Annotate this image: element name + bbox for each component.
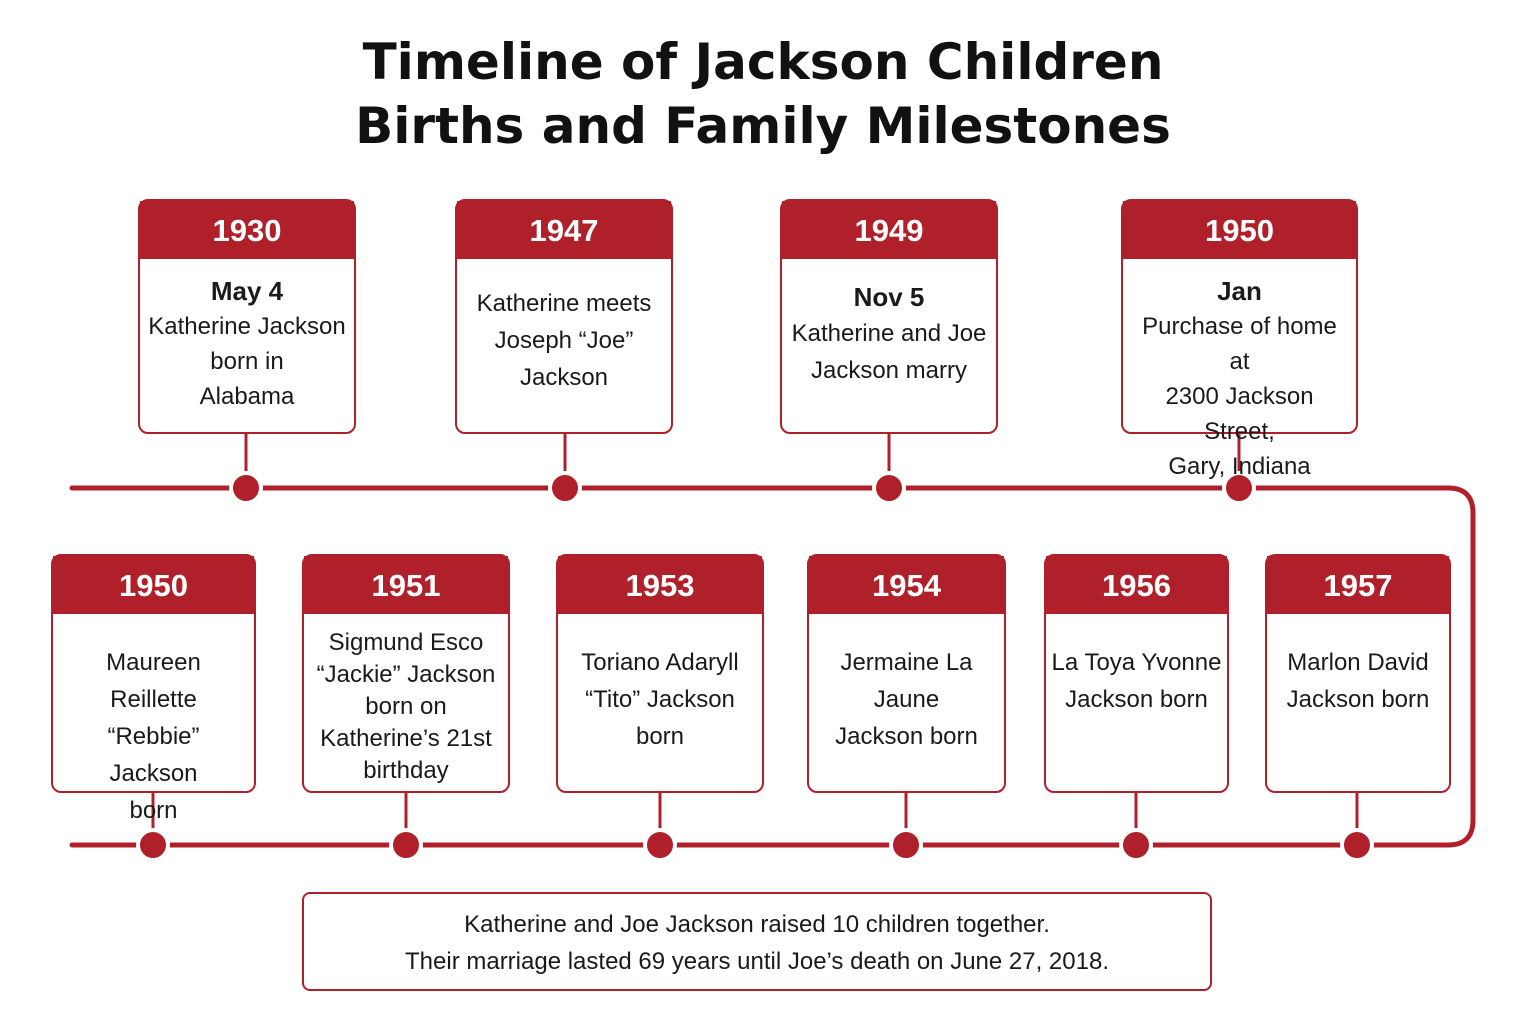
event-year: 1957: [1267, 556, 1449, 614]
event-text-line: “Jackie” Jackson: [316, 661, 496, 688]
event-text-line: born: [129, 797, 178, 824]
event-card-1930: [138, 199, 356, 434]
event-date: May 4: [210, 276, 284, 306]
event-text-line: Maureen Reillette: [106, 649, 201, 713]
event-year: 1947: [457, 201, 671, 259]
timeline-dot-1949: [874, 473, 904, 503]
event-card-1953: [556, 554, 764, 793]
timeline-dot-1951: [391, 830, 421, 860]
title-line-2: Births and Family Milestones: [355, 97, 1171, 155]
event-year: 1951: [304, 556, 508, 614]
timeline-dot-1947: [550, 473, 580, 503]
event-date: Nov 5: [853, 282, 925, 312]
event-card-1951: [302, 554, 510, 793]
event-text-line: born: [635, 723, 685, 750]
summary-line-2: Their marriage lasted 69 years until Joe’s death on June 27, 2018.: [405, 948, 1109, 975]
event-card-1957: [1265, 554, 1451, 793]
timeline-dot-1956: [1121, 830, 1151, 860]
event-text-line: birthday: [363, 757, 449, 784]
event-text-line: Katherine and Joe: [791, 320, 987, 347]
event-year: 1953: [558, 556, 762, 614]
event-text-line: Joseph “Joe”: [494, 327, 634, 354]
event-date: Jan: [1217, 276, 1262, 306]
timeline-dot-1930: [231, 473, 261, 503]
event-year: 1954: [809, 556, 1004, 614]
event-text-line: Jackson born: [1286, 686, 1430, 713]
event-text-line: 2300 Jackson Street,: [1165, 383, 1314, 445]
event-year: 1950: [1123, 201, 1356, 259]
event-card-1950-jan: [1121, 199, 1358, 480]
event-card-1950-rebbie: [51, 554, 256, 824]
event-text-line: Purchase of home at: [1142, 313, 1337, 375]
event-year: 1949: [782, 201, 996, 259]
event-year: 1956: [1046, 556, 1227, 614]
event-card-1949: [780, 199, 998, 434]
event-text-line: Marlon David: [1287, 649, 1429, 676]
event-text-line: Jackson born: [835, 723, 978, 750]
event-text-line: Alabama: [199, 383, 295, 410]
event-text-line: Jermaine La Jaune: [840, 649, 973, 713]
event-card-1956: [1044, 554, 1229, 793]
timeline-line-top: [72, 488, 1473, 845]
event-text-line: “Rebbie” Jackson: [107, 723, 200, 787]
event-text-line: Sigmund Esco: [328, 629, 484, 656]
event-text-line: Gary, Indiana: [1168, 453, 1311, 480]
event-card-1954: [807, 554, 1006, 793]
event-text-line: born in: [210, 348, 284, 375]
event-year: 1930: [140, 201, 354, 259]
event-text-line: Katherine Jackson: [148, 313, 346, 340]
event-text-line: Jackson marry: [810, 357, 968, 384]
event-text-line: La Toya Yvonne: [1051, 649, 1222, 676]
event-text-line: Jackson born: [1065, 686, 1208, 713]
event-text-line: born on: [365, 693, 447, 720]
event-text-line: Jackson: [519, 364, 609, 391]
event-text-line: Toriano Adaryll: [581, 649, 739, 676]
summary-box: [302, 892, 1212, 991]
event-card-1947: [455, 199, 673, 434]
timeline-dot-1954: [891, 830, 921, 860]
timeline-dot-1953: [645, 830, 675, 860]
summary-line-1: Katherine and Joe Jackson raised 10 children together.: [464, 911, 1050, 938]
timeline-dot-1950-rebbie: [138, 830, 168, 860]
event-text-line: Katherine meets: [476, 290, 652, 317]
event-text-line: Katherine’s 21st: [320, 725, 492, 752]
timeline-dot-1957: [1342, 830, 1372, 860]
event-text-line: “Tito” Jackson: [585, 686, 735, 713]
event-year: 1950: [53, 556, 254, 614]
title-line-1: Timeline of Jackson Children: [362, 33, 1164, 91]
